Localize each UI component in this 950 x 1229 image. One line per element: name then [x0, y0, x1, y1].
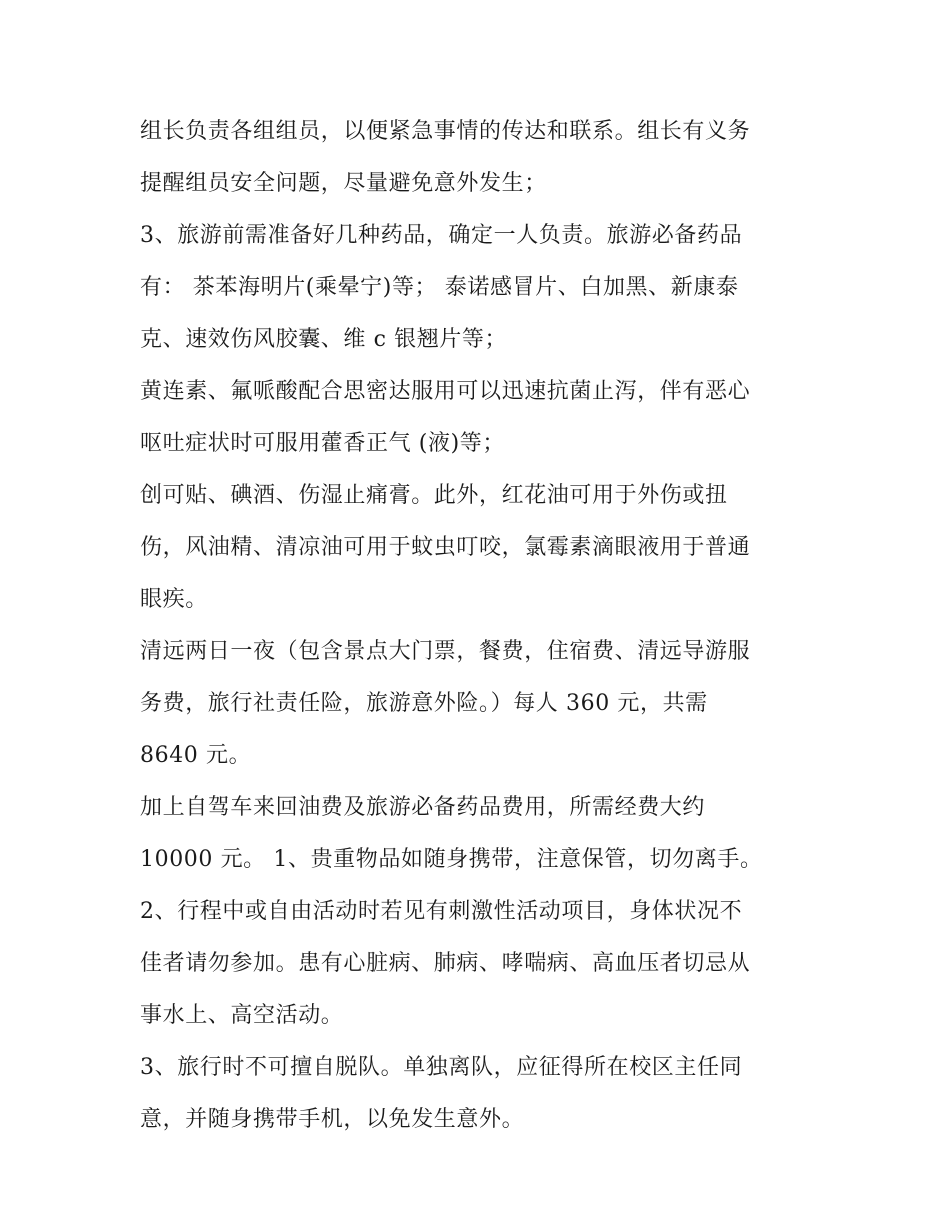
text-line: 组长负责各组组员，以便紧急事情的传达和联系。组长有义务: [140, 119, 751, 144]
text-line: 黄连素、氟哌酸配合思密达服用可以迅速抗菌止泻，伴有恶心: [140, 379, 751, 404]
text-line: 加上自驾车来回油费及旅游必备药品费用，所需经费大约: [140, 795, 706, 820]
text-line: 克、速效伤风胶囊、维 c 银翘片等；: [140, 327, 508, 352]
text-line: 创可贴、碘酒、伤湿止痛膏。此外，红花油可用于外伤或扭: [140, 483, 728, 508]
text-line: 2、行程中或自由活动时若见有刺激性活动项目，身体状况不: [140, 899, 743, 924]
text-line: 眼疾。: [140, 587, 208, 612]
text-line: 呕吐症状时可服用藿香正气 (液)等；: [140, 431, 505, 456]
text-line: 清远两日一夜（包含景点大门票，餐费，住宿费、清远导游服: [140, 639, 751, 664]
text-line: 提醒组员安全问题，尽量避免意外发生；: [140, 171, 547, 196]
text-line: 事水上、高空活动。: [140, 1003, 344, 1028]
text-line: 务费，旅行社责任险，旅游意外险。）每人 360 元，共需: [140, 691, 708, 716]
text-line: 10000 元。 1、贵重物品如随身携带，注意保管，切勿离手。: [140, 847, 763, 872]
document-body: [140, 106, 830, 1146]
text-line: 8640 元。: [140, 743, 252, 768]
text-line: 3、旅游前需准备好几种药品，确定一人负责。旅游必备药品: [140, 223, 743, 248]
text-line: 3、旅行时不可擅自脱队。单独离队，应征得所在校区主任同: [140, 1055, 743, 1080]
text-line: 有： 茶苯海明片(乘晕宁)等； 泰诺感冒片、白加黑、新康泰: [140, 275, 739, 300]
text-line: 意，并随身携带手机，以免发生意外。: [140, 1107, 525, 1132]
text-line: 伤，风油精、清凉油可用于蚊虫叮咬，氯霉素滴眼液用于普通: [140, 535, 751, 560]
text-line: 佳者请勿参加。患有心脏病、肺病、哮喘病、高血压者切忌从: [140, 951, 751, 976]
